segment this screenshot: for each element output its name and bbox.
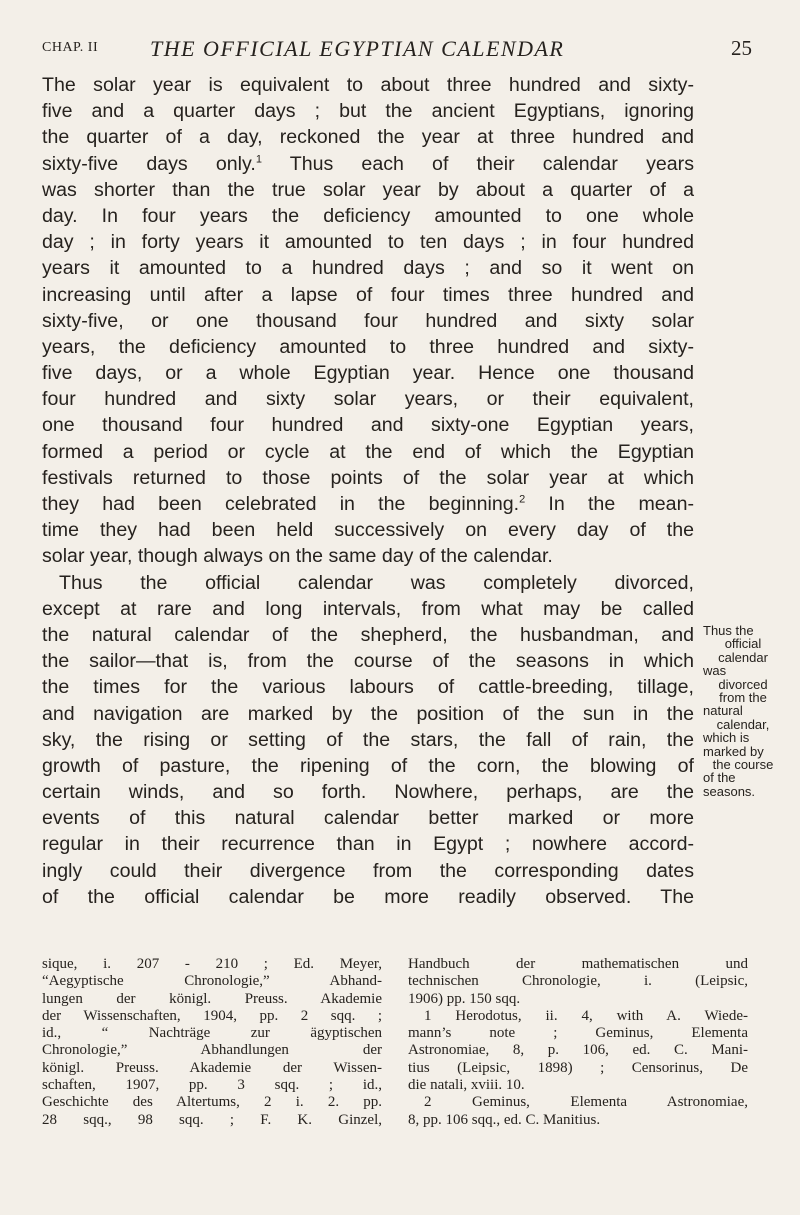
- text-line: increasing until after a lapse of four times three hundred and: [42, 283, 694, 306]
- footnote-line: Handbuch der mathematischen und: [408, 956, 748, 972]
- text-line: day. In four years the deficiency amounted to one whole: [42, 204, 694, 227]
- text-line: day ; in forty years it amounted to ten days ; in four hundred: [42, 231, 694, 254]
- text-line: one thousand four hundred and sixty-one Egyptian years,: [42, 414, 694, 437]
- footnote-line: sique, i. 207 - 210 ; Ed. Meyer,: [42, 956, 382, 972]
- text-line: festivals returned to those points of the solar year at which: [42, 466, 694, 489]
- margin-line: seasons.: [703, 783, 756, 799]
- text-segment: they had been celebrated in the beginning.: [42, 493, 520, 515]
- footnote-line: 1906) pp. 150 sqq.: [408, 990, 521, 1007]
- footnote-line: technischen Chronologie, i. (Leipsic,: [408, 973, 748, 990]
- page-number: 25: [731, 36, 752, 60]
- margin-line: of the: [703, 770, 736, 786]
- footnote-ref-2: 2: [519, 493, 526, 506]
- footnote-line: königl. Preuss. Akademie der Wissen-: [42, 1059, 382, 1076]
- footnote-line: Geschichte des Altertums, 2 i. 2. pp.: [42, 1094, 382, 1111]
- text-line: except at rare and long intervals, from what may be called: [42, 597, 694, 620]
- footnote-line: 28 sqq., 98 sqq. ; F. K. Ginzel,: [42, 1111, 382, 1128]
- text-line: regular in their recurrence than in Egypt ; nowhere accord-: [42, 833, 694, 856]
- text-line: Thus the official calendar was completely divorced,: [59, 571, 694, 594]
- text-line: years, the deficiency amounted to three hundred and sixty-: [42, 335, 694, 358]
- text-line: The solar year is equivalent to about three hundred and sixty-: [42, 74, 694, 96]
- footnote-line: der Wissenschaften, 1904, pp. 2 sqq. ;: [42, 1007, 382, 1024]
- text-line: was shorter than the true solar year by about a quarter of a: [42, 178, 694, 201]
- margin-line: official: [724, 636, 762, 652]
- text-line: ingly could their divergence from the corresponding dates: [42, 859, 694, 882]
- text-segment: Thus each of their calendar years: [261, 152, 694, 175]
- margin-line: marked by: [703, 743, 764, 759]
- margin-line: the course: [712, 757, 774, 773]
- footnote-column-right: [408, 956, 748, 1129]
- margin-line: which is: [703, 730, 750, 746]
- footnote-column-left: [42, 956, 382, 1129]
- text-line: time they had been held successively on every day of the: [42, 519, 694, 542]
- footnote-line: mann’s note ; Geminus, Elementa: [408, 1025, 748, 1042]
- text-line: five days, or a whole Egyptian year. Hence one thousand: [42, 362, 694, 385]
- footnotes: [42, 956, 752, 1186]
- text-line: of the official calendar be more readily observed. The: [42, 885, 694, 908]
- footnote-line: die natali, xviii. 10.: [408, 1077, 525, 1094]
- footnote-line: 1 Herodotus, ii. 4, with A. Wiede-: [424, 1007, 748, 1024]
- footnote-line: schaften, 1907, pp. 3 sqq. ; id.,: [42, 1077, 382, 1094]
- text-line: [42, 491, 694, 517]
- text-line: years it amounted to a hundred days ; and so it went on: [42, 257, 694, 280]
- text-line: four hundred and sixty solar years, or their equivalent,: [42, 388, 694, 411]
- margin-line: calendar,: [716, 716, 770, 732]
- margin-line: natural: [703, 703, 743, 719]
- text-line: five and a quarter days ; but the ancient Egyptians, ignoring: [42, 100, 694, 123]
- footnote-line: Chronologie,” Abhandlungen der: [42, 1042, 382, 1059]
- main-text: [42, 72, 694, 910]
- marginal-note: [703, 624, 797, 798]
- running-header: [42, 36, 752, 64]
- footnote-line: “Aegyptische Chronologie,” Abhand-: [42, 973, 382, 990]
- footnote-ref-1: 1: [255, 153, 262, 166]
- text-segment: sixty-five days only.: [42, 152, 256, 175]
- text-line: sixty-five, or one thousand four hundred and sixty solar: [42, 309, 694, 332]
- footnote-line: Astronomiae, 8, p. 106, ed. C. Mani-: [408, 1042, 748, 1059]
- text-line: and navigation are marked by the position of the sun in the: [42, 702, 694, 725]
- margin-line: calendar: [718, 649, 768, 665]
- text-segment: In the mean-: [525, 493, 694, 515]
- text-line: sky, the rising or setting of the stars, the fall of rain, the: [42, 728, 694, 751]
- running-title: THE OFFICIAL EGYPTIAN CALENDAR: [150, 36, 565, 61]
- footnote-line: 8, pp. 106 sqq., ed. C. Manitius.: [408, 1111, 601, 1128]
- footnote-line: lungen der königl. Preuss. Akademie: [42, 990, 382, 1007]
- text-line: the times for the various labours of cattle-breeding, tillage,: [42, 676, 694, 699]
- text-line: the quarter of a day, reckoned the year at three hundred and: [42, 126, 694, 149]
- text-line: growth of pasture, the ripening of the corn, the blowing of: [42, 754, 694, 777]
- text-line: certain winds, and so forth. Nowhere, perhaps, are the: [42, 781, 694, 804]
- text-line: the natural calendar of the shepherd, the husbandman, and: [42, 623, 694, 646]
- margin-line: divorced: [718, 676, 768, 692]
- chapter-label: CHAP. II: [42, 40, 99, 55]
- text-line: formed a period or cycle at the end of which the Egyptian: [42, 440, 694, 463]
- text-line: events of this natural calendar better marked or more: [42, 807, 694, 830]
- margin-line: from the: [719, 690, 767, 706]
- text-line: solar year, though always on the same day of the calendar.: [42, 545, 553, 568]
- margin-line: Thus the: [703, 623, 754, 638]
- margin-line: was: [703, 663, 727, 679]
- footnote-line: 2 Geminus, Elementa Astronomiae,: [424, 1094, 748, 1111]
- text-line: [42, 151, 694, 177]
- text-line: the sailor—that is, from the course of the seasons in which: [42, 650, 694, 673]
- footnote-line: id., “ Nachträge zur ägyptischen: [42, 1025, 382, 1042]
- footnote-line: tius (Leipsic, 1898) ; Censorinus, De: [408, 1059, 748, 1076]
